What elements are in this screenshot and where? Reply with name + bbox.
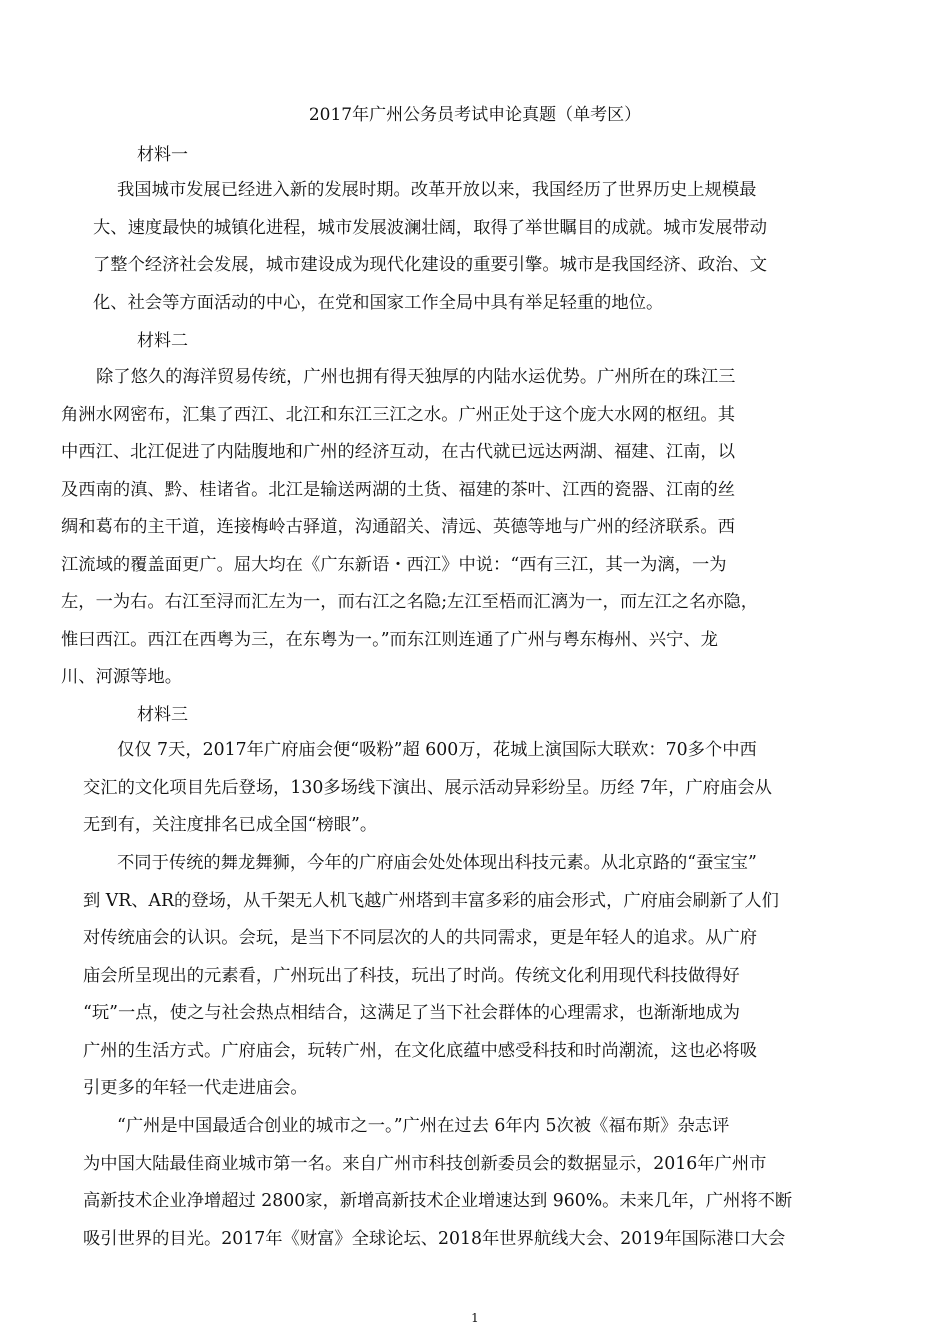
material-3-paragraph-2 — [0, 845, 779, 1108]
text-line: 川、河源等地。 — [61, 667, 182, 687]
text-line: 化、社会等方面活动的中心，在党和国家工作全局中具有举足轻重的地位。 — [93, 292, 664, 313]
page-number: 1 — [471, 1311, 479, 1325]
material-2-paragraph-1 — [0, 359, 758, 697]
text-line: 引更多的年轻一代走进庙会。 — [83, 1078, 308, 1098]
text-line: 无到有，关注度排名已成全国“榜眼”。 — [83, 815, 378, 835]
text-line: 高新技术企业净增超过 2800家，新增高新技术企业增速达到 960%。未来几年，广州将不断 — [83, 1191, 793, 1211]
text-line: 除了悠久的海洋贸易传统，广州也拥有得天独厚的内陆水运优势。广州所在的珠江三 — [96, 367, 736, 387]
material-3-heading: 材料三 — [137, 705, 188, 725]
text-line: 角洲水网密布，汇集了西江、北江和东江三江之水。广州正处于这个庞大水网的枢纽。其 — [61, 404, 735, 425]
text-line: 对传统庙会的认识。会玩，是当下不同层次的人的共同需求，更是年轻人的追求。从广府 — [83, 928, 757, 948]
material-1-heading: 材料一 — [137, 145, 188, 165]
text-line: 吸引世界的目光。2017年《财富》全球论坛、2018年世界航线大会、2019年国际港口大会 — [83, 1228, 786, 1249]
text-line: 江流域的覆盖面更广。屈大均在《广东新语・西江》中说：“西有三江，其一为漓，一为 — [61, 554, 727, 575]
text-line: 绸和葛布的主干道，连接梅岭古驿道，沟通韶关、清远、英德等地与广州的经济联系。西 — [61, 517, 735, 537]
page-title: 2017年广州公务员考试申论真题（单考区） — [308, 105, 642, 125]
text-line: 了整个经济社会发展，城市建设成为现代化建设的重要引擎。城市是我国经济、政治、文 — [93, 255, 767, 275]
text-line: 庙会所呈现出的元素看，广州玩出了科技，玩出了时尚。传统文化利用现代科技做得好 — [83, 965, 740, 986]
text-line: 为中国大陆最佳商业城市第一名。来自广州市科技创新委员会的数据显示，2016年广州市 — [83, 1153, 767, 1174]
text-line: 广州的生活方式。广府庙会，玩转广州，在文化底蕴中感受科技和时尚潮流，这也必将吸 — [83, 1040, 757, 1061]
material-3-paragraph-3 — [0, 1108, 792, 1258]
text-line: 中西江、北江促进了内陆腹地和广州的经济互动，在古代就已远达两湖、福建、江南，以 — [61, 442, 735, 462]
text-line: 不同于传统的舞龙舞狮，今年的广府庙会处处体现出科技元素。从北京路的“蚕宝宝” — [117, 853, 757, 873]
material-2-heading: 材料二 — [137, 331, 188, 351]
text-line: 仅仅 7天，2017年广府庙会便“吸粉”超 600万，花城上演国际大联欢：70多个中西 — [117, 740, 757, 760]
material-3-paragraph-1 — [0, 732, 772, 845]
material-1-paragraph-1 — [0, 172, 767, 322]
text-line: 惟曰西江。西江在西粤为三，在东粤为一。”而东江则连通了广州与粤东梅州、兴宁、龙 — [61, 629, 718, 650]
text-line: 大、速度最快的城镇化进程，城市发展波澜壮阔，取得了举世瞩目的成就。城市发展带动 — [93, 217, 767, 238]
text-line: 我国城市发展已经进入新的发展时期。改革开放以来，我国经历了世界历史上规模最 — [117, 180, 757, 200]
text-line: 及西南的滇、黔、桂诸省。北江是输送两湖的土货、福建的茶叶、江西的瓷器、江南的丝 — [61, 479, 735, 500]
text-line: “玩”一点，使之与社会热点相结合，这满足了当下社会群体的心理需求，也渐渐地成为 — [83, 1003, 741, 1023]
text-line: 左，一为右。右江至浔而汇左为一，而右江之名隐;左江至梧而汇漓为一，而左江之名亦隐， — [61, 592, 759, 612]
text-line: 交汇的文化项目先后登场，130多场线下演出、展示活动异彩纷呈。历经 7年，广府庙会从 — [83, 777, 772, 798]
text-line: “广州是中国最适合创业的城市之一。”广州在过去 6年内 5次被《福布斯》杂志评 — [117, 1116, 730, 1136]
text-line: 到 VR、AR的登场，从千架无人机飞越广州塔到丰富多彩的庙会形式，广府庙会刷新了人们 — [83, 890, 779, 911]
